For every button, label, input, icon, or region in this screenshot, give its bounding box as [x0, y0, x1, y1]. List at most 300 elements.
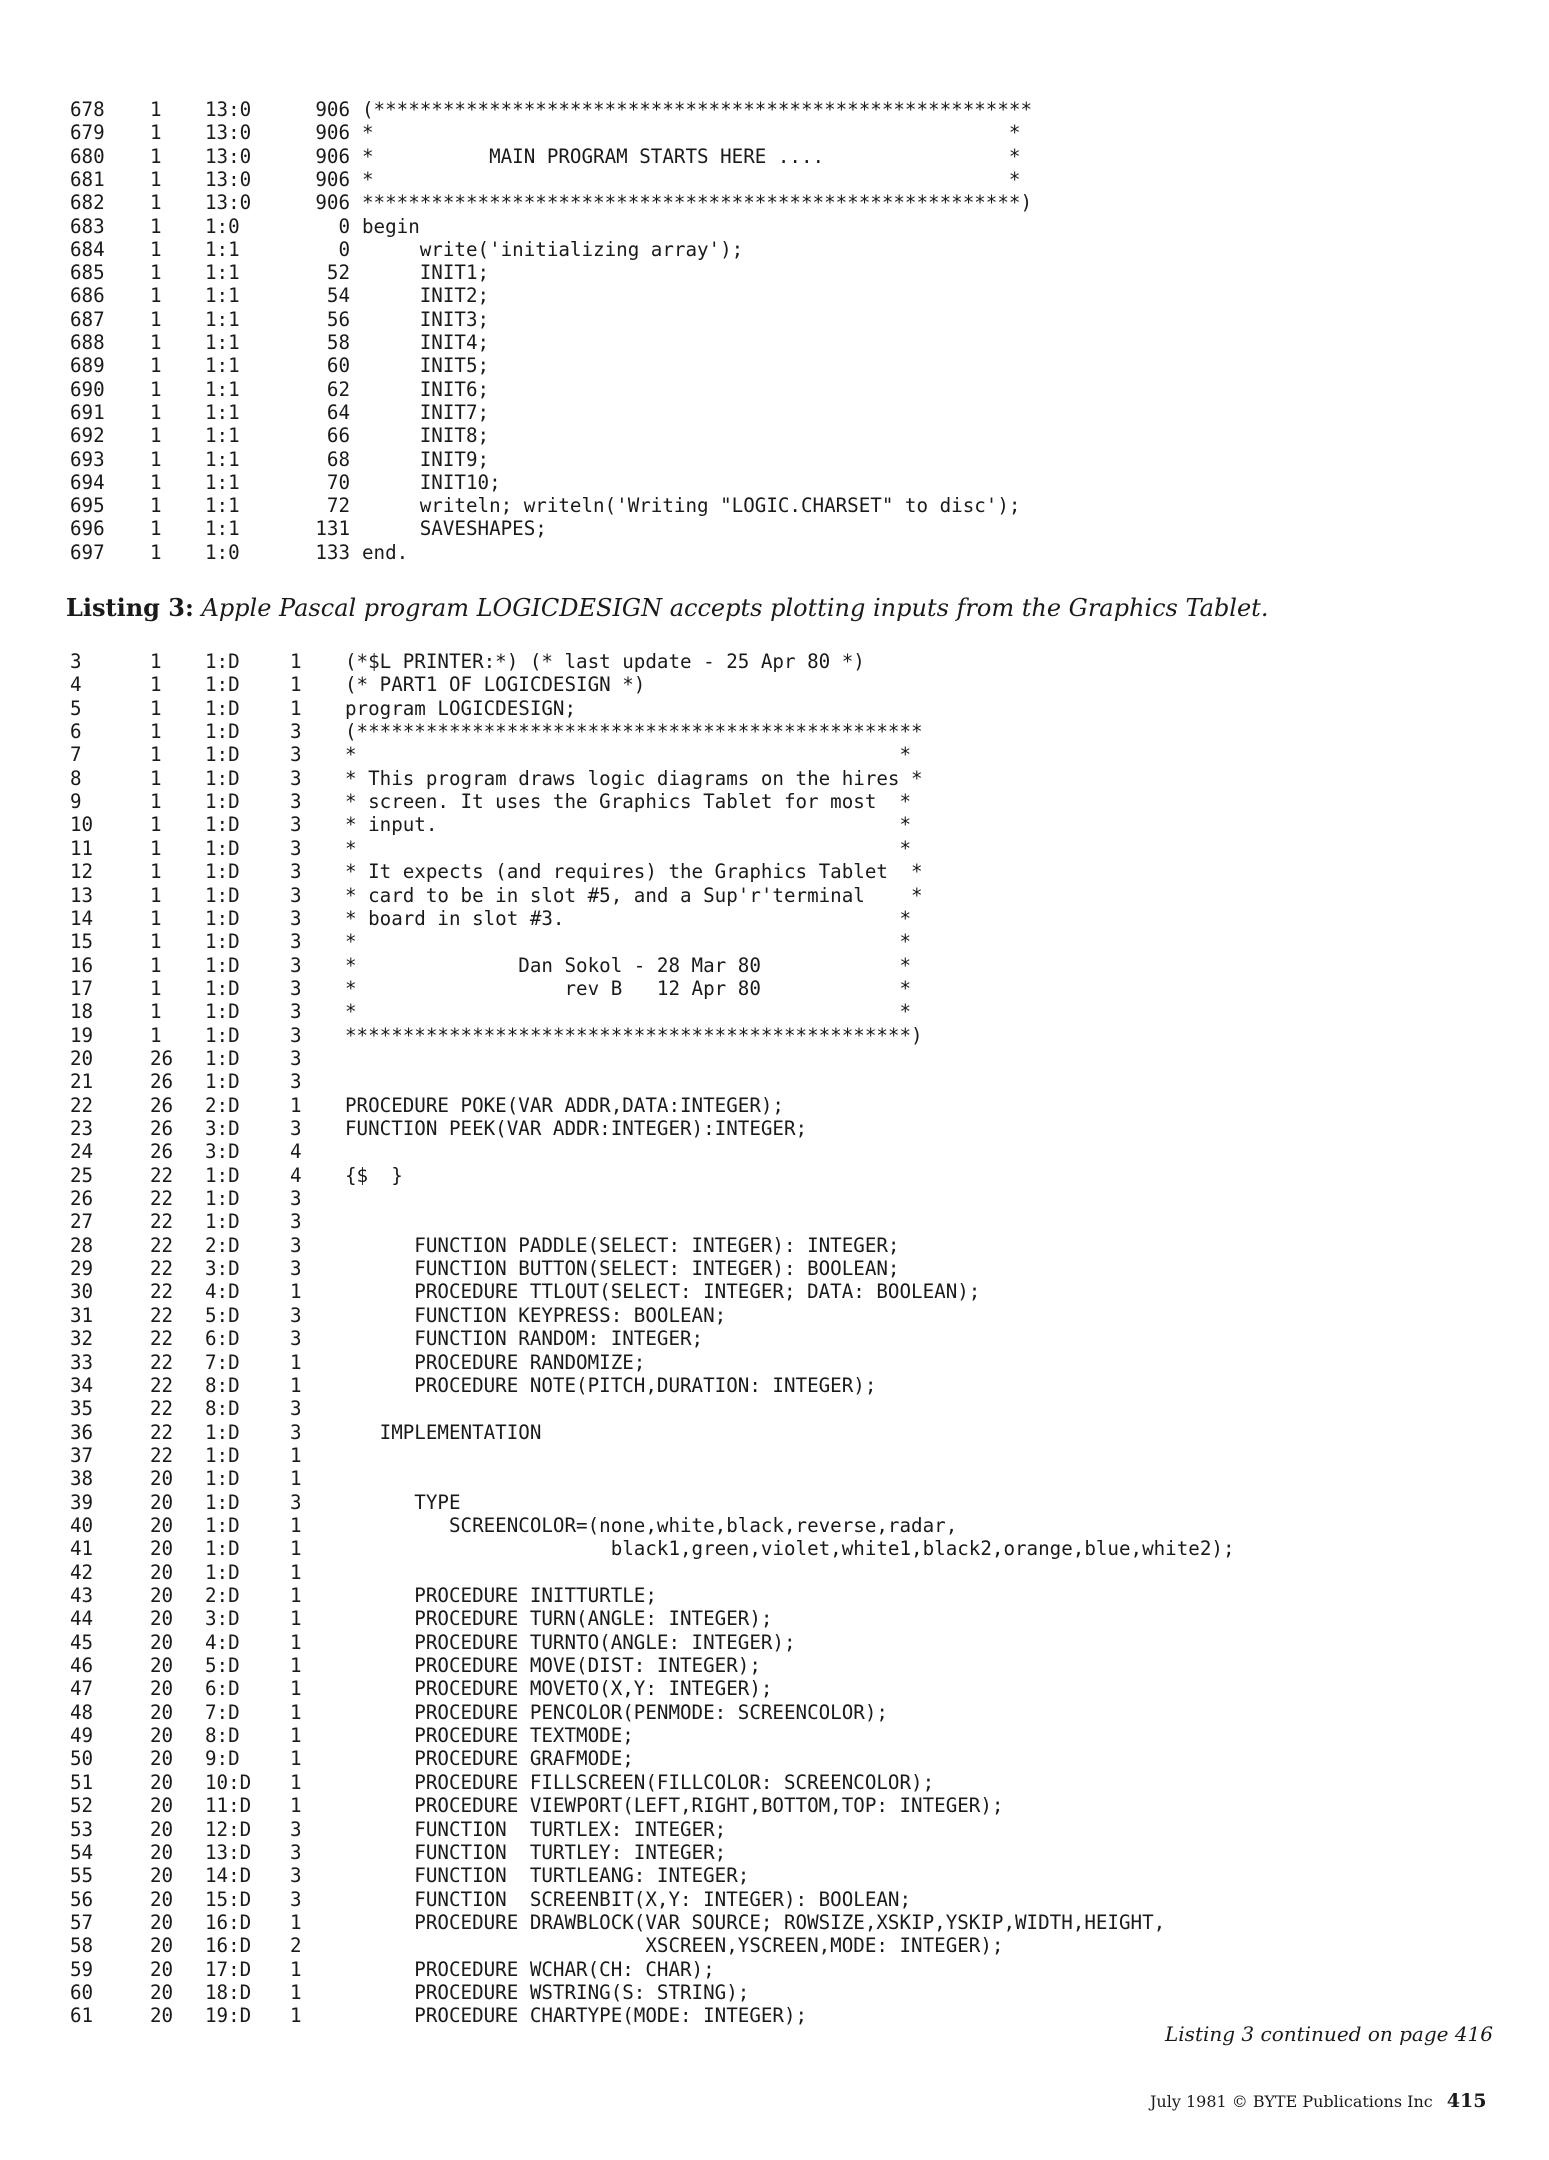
source-code: * card to be in slot #5, and a Sup'r'terminal *	[345, 883, 923, 907]
lex-level: 1	[150, 953, 162, 977]
size-column: 3	[290, 1070, 302, 1094]
source-code: black1,green,violet,white1,black2,orange,blue,white2);	[345, 1537, 1235, 1561]
code-line	[0, 121, 1549, 145]
source-code: INIT10;	[362, 470, 501, 494]
code-line	[0, 954, 1549, 978]
source-code: * *	[345, 743, 912, 767]
line-number: 6	[70, 720, 82, 744]
block-offset: 1:D	[205, 836, 240, 860]
code-line	[0, 1514, 1549, 1538]
size-column: 3	[290, 836, 302, 860]
line-number: 693	[70, 447, 105, 471]
size-column: 3	[290, 906, 302, 930]
size-column: 1	[290, 1467, 302, 1491]
code-line	[0, 1280, 1549, 1304]
lex-level: 22	[150, 1443, 174, 1467]
lex-level: 1	[150, 766, 162, 790]
block-offset: 12:D	[205, 1817, 252, 1841]
lex-level: 1	[150, 354, 162, 378]
size-column: 72	[326, 494, 350, 518]
code-line	[0, 1888, 1549, 1912]
size-column: 1	[290, 1677, 302, 1701]
lex-level: 20	[150, 1747, 174, 1771]
size-column: 1	[290, 1724, 302, 1748]
block-offset: 1:D	[205, 720, 240, 744]
code-line	[0, 1024, 1549, 1048]
block-offset: 1:D	[205, 696, 240, 720]
line-number: 44	[70, 1607, 94, 1631]
caption-label: Listing 3:	[66, 593, 194, 622]
line-number: 60	[70, 1980, 94, 2004]
size-column: 3	[290, 1187, 302, 1211]
lex-level: 1	[150, 813, 162, 837]
line-number: 58	[70, 1934, 94, 1958]
source-code: FUNCTION PADDLE(SELECT: INTEGER): INTEGER;	[345, 1233, 900, 1257]
source-code: * This program draws logic diagrams on the hires *	[345, 766, 923, 790]
line-number: 691	[70, 400, 105, 424]
page-number: 415	[1446, 2090, 1487, 2112]
code-line	[0, 650, 1549, 674]
code-line	[0, 930, 1549, 954]
line-number: 9	[70, 790, 82, 814]
block-offset: 1:D	[205, 813, 240, 837]
block-offset: 1:D	[205, 1210, 240, 1234]
code-line	[0, 1864, 1549, 1888]
source-code: SCREENCOLOR=(none,white,black,reverse,radar,	[345, 1513, 958, 1537]
block-offset: 3:D	[205, 1257, 240, 1281]
code-line	[0, 145, 1549, 169]
source-code: * *	[362, 167, 1021, 191]
lex-level: 1	[150, 494, 162, 518]
lex-level: 20	[150, 1467, 174, 1491]
line-number: 33	[70, 1350, 94, 1374]
source-code: TYPE	[345, 1490, 461, 1514]
code-line	[0, 1677, 1549, 1701]
code-line	[0, 1724, 1549, 1748]
block-offset: 1:D	[205, 650, 240, 673]
size-column: 1	[290, 1513, 302, 1537]
block-offset: 9:D	[205, 1747, 240, 1771]
line-number: 54	[70, 1840, 94, 1864]
line-number: 678	[70, 98, 105, 121]
source-code: INIT1;	[362, 261, 490, 285]
lex-level: 20	[150, 1840, 174, 1864]
source-code: PROCEDURE WSTRING(S: STRING);	[345, 1980, 750, 2004]
source-code: INIT6;	[362, 377, 490, 401]
line-number: 40	[70, 1513, 94, 1537]
lex-level: 20	[150, 1934, 174, 1958]
source-code: PROCEDURE INITTURTLE;	[345, 1584, 657, 1607]
block-offset: 1:1	[205, 284, 240, 308]
size-column: 1	[290, 1093, 302, 1117]
lex-level: 22	[150, 1327, 174, 1351]
size-column: 1	[290, 1584, 302, 1607]
block-offset: 13:0	[205, 98, 252, 121]
size-column: 1	[290, 1700, 302, 1724]
source-code: writeln; writeln('Writing "LOGIC.CHARSET" to disc');	[362, 494, 1021, 518]
block-offset: 1:D	[205, 1467, 240, 1491]
line-number: 13	[70, 883, 94, 907]
code-line	[0, 168, 1549, 192]
code-line	[0, 743, 1549, 767]
page-footer	[1150, 2090, 1486, 2112]
block-offset: 15:D	[205, 1887, 252, 1911]
size-column: 1	[290, 1350, 302, 1374]
lex-level: 20	[150, 1584, 174, 1607]
line-number: 50	[70, 1747, 94, 1771]
lex-level: 22	[150, 1397, 174, 1421]
block-offset: 11:D	[205, 1794, 252, 1818]
source-code: PROCEDURE POKE(VAR ADDR,DATA:INTEGER);	[345, 1093, 784, 1117]
block-offset: 1:D	[205, 1513, 240, 1537]
code-line	[0, 697, 1549, 721]
line-number: 39	[70, 1490, 94, 1514]
code-line	[0, 1257, 1549, 1281]
block-offset: 1:D	[205, 883, 240, 907]
listing-3-caption	[66, 593, 1268, 622]
code-line	[0, 98, 1549, 122]
code-line	[0, 541, 1549, 565]
source-code: FUNCTION SCREENBIT(X,Y: INTEGER): BOOLEAN;	[345, 1887, 912, 1911]
code-line	[0, 1981, 1549, 2005]
line-number: 45	[70, 1630, 94, 1654]
source-code: (*************************************************	[345, 720, 923, 744]
source-code: PROCEDURE MOVE(DIST: INTEGER);	[345, 1654, 761, 1678]
line-number: 3	[70, 650, 82, 673]
source-code: FUNCTION TURTLEY: INTEGER;	[345, 1840, 727, 1864]
line-number: 31	[70, 1303, 94, 1327]
source-code: *********************************************************)	[362, 191, 1033, 215]
size-column: 906	[315, 191, 350, 215]
source-code: INIT9;	[362, 447, 490, 471]
block-offset: 1:1	[205, 517, 240, 541]
line-number: 43	[70, 1584, 94, 1607]
block-offset: 17:D	[205, 1957, 252, 1981]
size-column: 3	[290, 1303, 302, 1327]
size-column: 3	[290, 1233, 302, 1257]
block-offset: 1:1	[205, 307, 240, 331]
size-column: 3	[290, 1000, 302, 1024]
block-offset: 16:D	[205, 1910, 252, 1934]
line-number: 14	[70, 906, 94, 930]
lex-level: 26	[150, 1117, 174, 1140]
code-line	[0, 1234, 1549, 1258]
lex-level: 20	[150, 1490, 174, 1514]
code-line	[0, 1607, 1549, 1631]
size-column: 1	[290, 1607, 302, 1631]
size-column: 3	[290, 930, 302, 954]
line-number: 52	[70, 1794, 94, 1818]
block-offset: 1:1	[205, 447, 240, 471]
block-offset: 2:D	[205, 1233, 240, 1257]
lex-level: 1	[150, 650, 162, 673]
lex-level: 26	[150, 1140, 174, 1164]
source-code: FUNCTION TURTLEX: INTEGER;	[345, 1817, 727, 1841]
size-column: 3	[290, 1817, 302, 1841]
lex-level: 1	[150, 790, 162, 814]
size-column: 3	[290, 1420, 302, 1444]
size-column: 906	[315, 98, 350, 121]
code-line	[0, 308, 1549, 332]
line-number: 679	[70, 121, 105, 145]
code-line	[0, 790, 1549, 814]
lex-level: 1	[150, 377, 162, 401]
line-number: 49	[70, 1724, 94, 1748]
line-number: 46	[70, 1654, 94, 1678]
code-line	[0, 1794, 1549, 1818]
lex-level: 20	[150, 1887, 174, 1911]
code-line	[0, 284, 1549, 308]
code-line	[0, 1117, 1549, 1141]
block-offset: 1:1	[205, 377, 240, 401]
code-line	[0, 1444, 1549, 1468]
code-line	[0, 1747, 1549, 1771]
lex-level: 1	[150, 400, 162, 424]
lex-level: 1	[150, 214, 162, 238]
block-offset: 3:D	[205, 1117, 240, 1140]
source-code: PROCEDURE NOTE(PITCH,DURATION: INTEGER);	[345, 1373, 877, 1397]
source-code: * input. *	[345, 813, 912, 837]
code-line	[0, 1094, 1549, 1118]
size-column: 3	[290, 953, 302, 977]
lex-level: 22	[150, 1373, 174, 1397]
block-offset: 1:1	[205, 470, 240, 494]
block-offset: 8:D	[205, 1724, 240, 1748]
size-column: 3	[290, 1023, 302, 1047]
lex-level: 20	[150, 1864, 174, 1888]
code-line	[0, 1164, 1549, 1188]
size-column: 0	[338, 214, 350, 238]
lex-level: 20	[150, 1700, 174, 1724]
code-line	[0, 1421, 1549, 1445]
line-number: 61	[70, 2004, 94, 2028]
block-offset: 1:D	[205, 1070, 240, 1094]
size-column: 1	[290, 1630, 302, 1654]
size-column: 1	[290, 1770, 302, 1794]
source-code: INIT3;	[362, 307, 490, 331]
block-offset: 1:D	[205, 1187, 240, 1211]
source-code: FUNCTION BUTTON(SELECT: INTEGER): BOOLEAN;	[345, 1257, 900, 1281]
size-column: 3	[290, 1397, 302, 1421]
source-code: * screen. It uses the Graphics Tablet for most *	[345, 790, 912, 814]
line-number: 697	[70, 540, 105, 564]
line-number: 24	[70, 1140, 94, 1164]
size-column: 3	[290, 1257, 302, 1281]
lex-level: 1	[150, 673, 162, 697]
code-line	[0, 837, 1549, 861]
line-number: 57	[70, 1910, 94, 1934]
lex-level: 1	[150, 860, 162, 884]
line-number: 684	[70, 237, 105, 261]
block-offset: 1:1	[205, 237, 240, 261]
lex-level: 20	[150, 1513, 174, 1537]
code-line	[0, 1911, 1549, 1935]
code-line	[0, 1537, 1549, 1561]
line-number: 34	[70, 1373, 94, 1397]
lex-level: 1	[150, 906, 162, 930]
source-code: program LOGICDESIGN;	[345, 696, 577, 720]
code-line	[0, 494, 1549, 518]
size-column: 60	[326, 354, 350, 378]
lex-level: 20	[150, 1817, 174, 1841]
block-offset: 13:D	[205, 1840, 252, 1864]
lex-level: 20	[150, 1770, 174, 1794]
block-offset: 6:D	[205, 1677, 240, 1701]
line-number: 696	[70, 517, 105, 541]
line-number: 695	[70, 494, 105, 518]
block-offset: 18:D	[205, 1980, 252, 2004]
lex-level: 22	[150, 1187, 174, 1211]
block-offset: 13:0	[205, 121, 252, 145]
block-offset: 7:D	[205, 1350, 240, 1374]
line-number: 53	[70, 1817, 94, 1841]
line-number: 38	[70, 1467, 94, 1491]
size-column: 1	[290, 673, 302, 697]
source-code: INIT5;	[362, 354, 490, 378]
size-column: 1	[290, 1280, 302, 1304]
lex-level: 20	[150, 1910, 174, 1934]
lex-level: 1	[150, 121, 162, 145]
lex-level: 1	[150, 98, 162, 121]
source-code: (*$L PRINTER:*) (* last update - 25 Apr 80 *)	[345, 650, 865, 673]
source-code: (*********************************************************	[362, 98, 1033, 121]
lex-level: 1	[150, 424, 162, 448]
source-code: FUNCTION RANDOM: INTEGER;	[345, 1327, 704, 1351]
block-offset: 1:D	[205, 976, 240, 1000]
source-code: * *	[345, 836, 912, 860]
block-offset: 4:D	[205, 1630, 240, 1654]
line-number: 683	[70, 214, 105, 238]
source-code: PROCEDURE MOVETO(X,Y: INTEGER);	[345, 1677, 773, 1701]
code-line	[0, 401, 1549, 425]
source-code: {$ }	[345, 1163, 403, 1187]
source-code: * It expects (and requires) the Graphics Tablet *	[345, 860, 923, 884]
block-offset: 1:D	[205, 1046, 240, 1070]
code-line	[0, 1351, 1549, 1375]
size-column: 3	[290, 1840, 302, 1864]
line-number: 56	[70, 1887, 94, 1911]
lex-level: 20	[150, 1607, 174, 1631]
line-number: 20	[70, 1046, 94, 1070]
line-number: 29	[70, 1257, 94, 1281]
source-code: PROCEDURE TURN(ANGLE: INTEGER);	[345, 1607, 773, 1631]
size-column: 4	[290, 1163, 302, 1187]
line-number: 10	[70, 813, 94, 837]
size-column: 1	[290, 1443, 302, 1467]
size-column: 906	[315, 167, 350, 191]
source-code: PROCEDURE TEXTMODE;	[345, 1724, 634, 1748]
source-code: * rev B 12 Apr 80 *	[345, 976, 912, 1000]
block-offset: 14:D	[205, 1864, 252, 1888]
block-offset: 13:0	[205, 144, 252, 168]
block-offset: 8:D	[205, 1373, 240, 1397]
code-line	[0, 191, 1549, 215]
caption-text: Apple Pascal program LOGICDESIGN accepts plotting inputs from the Graphics Tablet.	[193, 594, 1269, 622]
code-line	[0, 813, 1549, 837]
code-line	[0, 1561, 1549, 1585]
block-offset: 10:D	[205, 1770, 252, 1794]
code-line	[0, 1000, 1549, 1024]
size-column: 3	[290, 790, 302, 814]
line-number: 17	[70, 976, 94, 1000]
size-column: 3	[290, 720, 302, 744]
block-offset: 19:D	[205, 2004, 252, 2028]
block-offset: 3:D	[205, 1607, 240, 1631]
block-offset: 1:D	[205, 953, 240, 977]
block-offset: 1:0	[205, 540, 240, 564]
size-column: 3	[290, 1490, 302, 1514]
line-number: 5	[70, 696, 82, 720]
source-code: PROCEDURE WCHAR(CH: CHAR);	[345, 1957, 715, 1981]
block-offset: 1:1	[205, 424, 240, 448]
line-number: 22	[70, 1093, 94, 1117]
source-code: write('initializing array');	[362, 237, 744, 261]
source-code: PROCEDURE FILLSCREEN(FILLCOLOR: SCREENCOLOR);	[345, 1770, 935, 1794]
lex-level: 20	[150, 1794, 174, 1818]
source-code: end.	[362, 540, 409, 564]
source-code: PROCEDURE TURNTO(ANGLE: INTEGER);	[345, 1630, 796, 1654]
size-column: 3	[290, 1887, 302, 1911]
code-line	[0, 907, 1549, 931]
line-number: 681	[70, 167, 105, 191]
source-code: * board in slot #3. *	[345, 906, 912, 930]
size-column: 133	[315, 540, 350, 564]
code-line	[0, 1397, 1549, 1421]
code-line	[0, 1187, 1549, 1211]
source-code: INIT4;	[362, 331, 490, 354]
continued-note: Listing 3 continued on page 416	[1165, 2022, 1493, 2046]
line-number: 37	[70, 1443, 94, 1467]
code-line	[0, 471, 1549, 495]
code-line	[0, 1631, 1549, 1655]
code-line	[0, 448, 1549, 472]
lex-level: 20	[150, 1724, 174, 1748]
source-code: (* PART1 OF LOGICDESIGN *)	[345, 673, 646, 697]
block-offset: 1:1	[205, 354, 240, 378]
lex-level: 26	[150, 1093, 174, 1117]
block-offset: 1:D	[205, 1163, 240, 1187]
code-line	[0, 673, 1549, 697]
size-column: 131	[315, 517, 350, 541]
source-code: * Dan Sokol - 28 Mar 80 *	[345, 953, 912, 977]
size-column: 1	[290, 1373, 302, 1397]
lex-level: 20	[150, 1537, 174, 1561]
line-number: 682	[70, 191, 105, 215]
code-line	[0, 1140, 1549, 1164]
source-code: INIT7;	[362, 400, 490, 424]
lex-level: 1	[150, 1023, 162, 1047]
source-code: PROCEDURE DRAWBLOCK(VAR SOURCE; ROWSIZE,XSKIP,YSKIP,WIDTH,HEIGHT,	[345, 1910, 1166, 1934]
code-line	[0, 424, 1549, 448]
block-offset: 1:D	[205, 1000, 240, 1024]
code-line	[0, 1841, 1549, 1865]
block-offset: 7:D	[205, 1700, 240, 1724]
size-column: 906	[315, 144, 350, 168]
lex-level: 20	[150, 1980, 174, 2004]
code-line	[0, 1934, 1549, 1958]
size-column: 58	[326, 331, 350, 354]
code-line	[0, 860, 1549, 884]
size-column: 52	[326, 261, 350, 285]
block-offset: 1:D	[205, 906, 240, 930]
lex-level: 1	[150, 1000, 162, 1024]
block-offset: 1:D	[205, 743, 240, 767]
source-code: PROCEDURE PENCOLOR(PENMODE: SCREENCOLOR);	[345, 1700, 888, 1724]
code-line	[0, 331, 1549, 355]
size-column: 1	[290, 696, 302, 720]
code-line	[0, 767, 1549, 791]
block-offset: 1:1	[205, 261, 240, 285]
